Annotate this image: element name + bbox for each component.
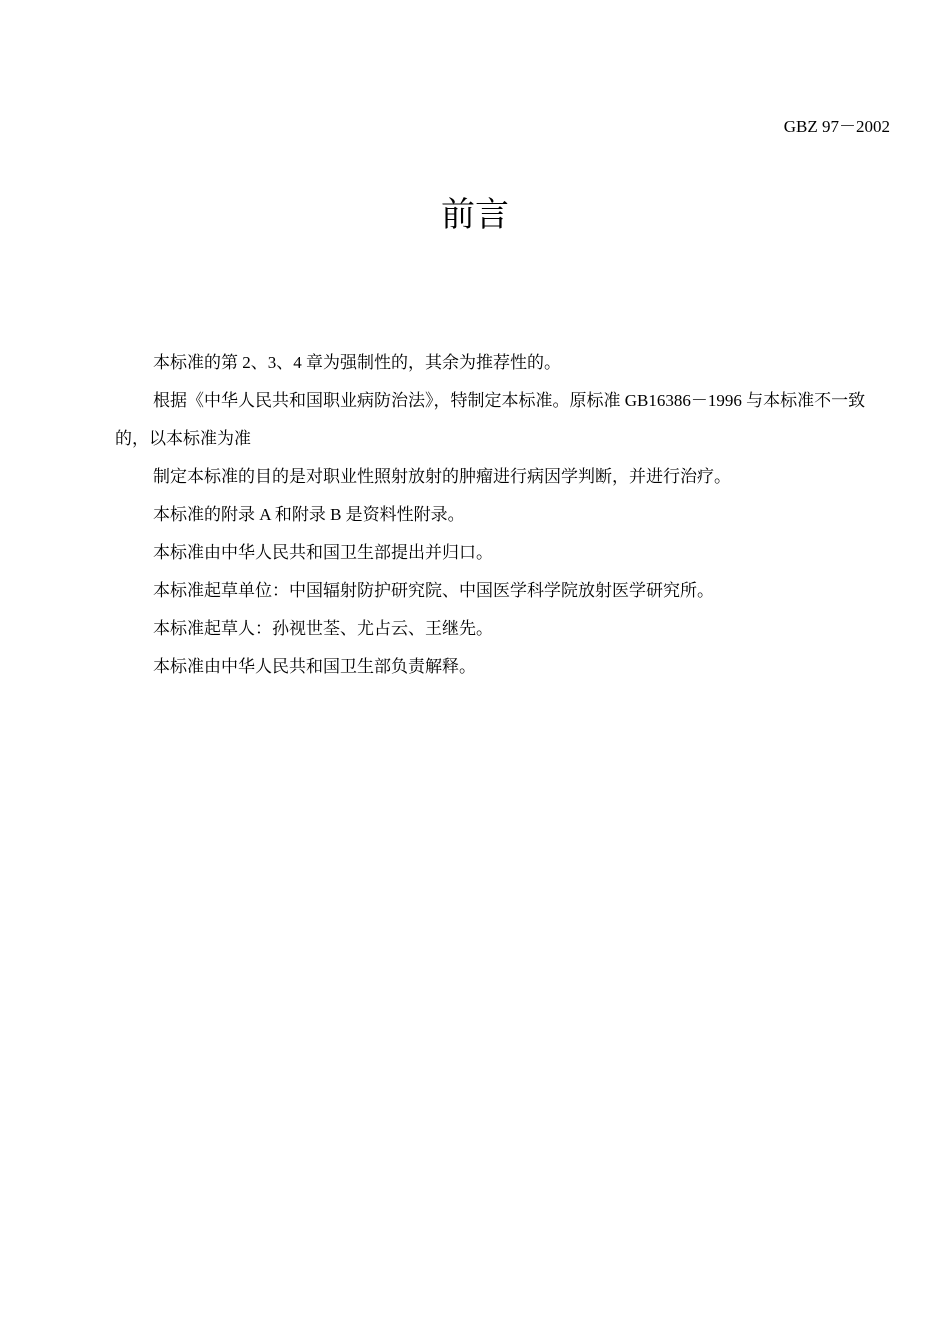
paragraph-proposer: 本标准由中华人民共和国卫生部提出并归口。 xyxy=(153,543,493,562)
paragraph-interpretation: 本标准由中华人民共和国卫生部负责解释。 xyxy=(153,657,476,676)
paragraph-drafting-units: 本标准起草单位：中国辐射防护研究院、中国医学科学院放射医学研究所。 xyxy=(153,581,714,600)
paragraph-legal-basis: 根据《中华人民共和国职业病防治法》，特制定本标准。原标准 GB16386－1996 与本标准不一致的，以本标准为准 xyxy=(115,391,866,448)
paragraph-purpose: 制定本标准的目的是对职业性照射放射的肿瘤进行病因学判断，并进行治疗。 xyxy=(153,467,731,486)
foreword-body xyxy=(115,344,891,686)
page-title: 前言 xyxy=(441,195,509,235)
paragraph-appendices: 本标准的附录 A 和附录 B 是资料性附录。 xyxy=(153,505,465,524)
paragraph-mandatory-chapters: 本标准的第 2、3、4 章为强制性的，其余为推荐性的。 xyxy=(153,353,561,372)
standard-code: GBZ 97－2002 xyxy=(783,117,890,136)
paragraph-drafters: 本标准起草人：孙视世荃、尤占云、王继先。 xyxy=(153,619,493,638)
